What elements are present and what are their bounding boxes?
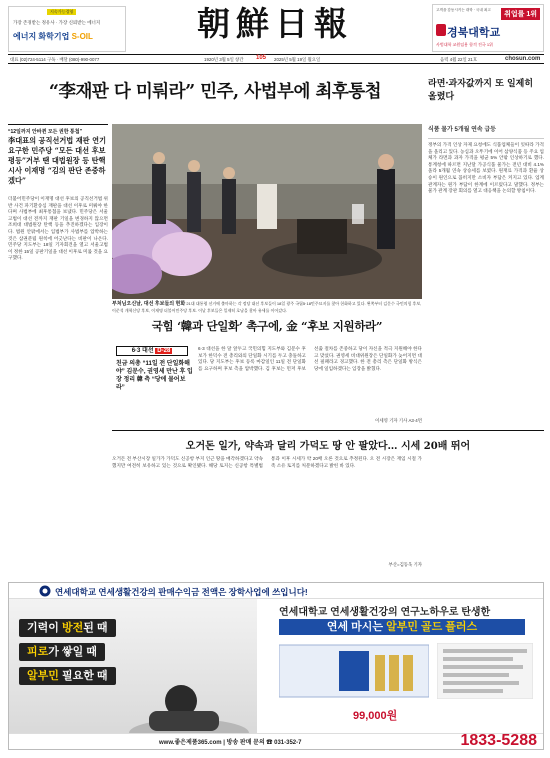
ad-chip-2: 피로가 쌓일 때 <box>19 643 105 661</box>
main-photo[interactable] <box>112 124 422 299</box>
second-subheadline: 친금 의총 “11일 전 단일화해야” 김문수, 권영세 만난 후 입장 정리 韓 측 “당에 물어보라” <box>116 361 193 391</box>
ad-band-text: 연세대학교 연세생활건강의 판매수익금 전액은 장학사업에 쓰입니다! <box>55 587 308 597</box>
tired-person-illustration <box>129 669 249 735</box>
contact-info: 대표 (02)724-5114 구독 · 배달 (080)-990-0077 <box>10 57 100 62</box>
ad-product-banner: 연세 마시는 알부민 골드 플러스 <box>279 619 525 635</box>
albumin-advertisement[interactable] <box>8 582 544 750</box>
ad-right-panel <box>261 599 543 735</box>
university-emblem-icon <box>436 24 446 36</box>
ad-brand: 에너지 화학기업 S-OIL <box>13 32 93 41</box>
publication-date: 2025년 5월 19일 월요일 <box>274 57 321 62</box>
photo-caption-title: 부처님오신날, 대선 후보들의 현화 <box>112 301 186 307</box>
ad-phone-number[interactable]: 1833-5288 <box>460 732 537 749</box>
ad-right-title: 연세대학교 연세생활건강의 연구노하우로 탄생한 <box>279 607 491 618</box>
second-article-body: 6·3 대선을 한 달 앞두고 국민의힘 지도부와 김문수 후보가 한덕수 전 총리와의 단일화 시기를 두고 충돌하고 있다. 당 지도부는 후보 등록 마감일인 11일 전 단일화를 요구하며 후보 측을 압박했다. 김 후보는 먼저 후보 선출 절차를 존중하고 당이 자신을 적극 지원해야 한다고 맞섰다. 권영세 비대위원장은 단일화가 늦어지면 대선 필패라고 경고했다. 한 전 총리 측은 단일화 방식은 당에 일임하겠다는 입장을 밝혔다. <box>198 346 422 371</box>
photo-caption <box>112 301 422 313</box>
memorial-photo-illustration <box>112 124 422 299</box>
third-headline[interactable]: 오거돈 일가, 약속과 달리 가덕도 땅 안 팔았다… 시세 20배 뛰어 <box>112 430 544 452</box>
election-dday-badge: 6·3 대선 D-28 <box>116 346 188 356</box>
ad-footer <box>9 733 544 749</box>
university-ad[interactable] <box>432 4 544 52</box>
side-divider <box>428 138 544 139</box>
ad-left-panel <box>9 599 257 735</box>
side-headline[interactable]: 라면·과자값까지 또 일제히 올렸다 <box>428 79 534 102</box>
side-subheadline: 식품 물가 5개월 연속 급등 <box>428 127 496 133</box>
info-bar <box>8 54 544 64</box>
lead-article-body: 더불어민주당이 이재명 대선 후보의 공직선거법 위반 사건 파기환송심 재판을 대선 이후로 미뤄야 한다며 사법부에 최후통첩을 보냈다. 민주당은 서울고법이 대선 전까지 재판 기일을 변경하지 않으면 조희대 대법원장 탄핵 등을 추진하겠다는 입장이다. 법원 안팎에서는 입법부가 사법부를 압박하는 것은 삼권분립 원칙에 어긋난다는 비판이 나온다. 민주당 지도부는 18일 기자회견을 열고 서울고법이 정한 15일 공판기일을 대선 이후로 미룰 것을 요구했다. <box>8 196 108 261</box>
lunar-date: 음력 4월 22일 21호 <box>440 57 478 62</box>
newspaper-logo[interactable]: 朝鮮日報 <box>197 4 353 43</box>
second-headline[interactable]: 국힘 ‘韓과 단일화’ 촉구에, 金 “후보 지원하라” <box>151 319 383 333</box>
product-features-list <box>437 643 533 699</box>
side-article-body: 정부의 가격 인상 자제 요청에도 식품업체들이 잇따라 가격을 올리고 있다. 농심과 오뚜기에 이어 삼양식품 등 주요 업체가 라면과 과자 가격을 평균 5% 안팎 인상하기로 했다. 통계청에 따르면 지난달 가공식품 물가는 전년 대비 4.1% 올라 5개월 연속 상승세를 보였다. 원재료 가격과 환율 상승이 원인으로 꼽히지만 소비자 부담은 커지고 있다. 업계 관계자는 원가 부담이 한계에 이르렀다고 말했다. 정부는 물가 관계 장관 회의를 열고 대응책을 논의할 방침이다. <box>428 142 544 194</box>
ad-tag: 지속가능경영 <box>47 9 76 15</box>
ad-sub: 사범대학 교원임용 합격 전국 1위 <box>436 42 493 47</box>
third-byline: 부산=김동욱 기자 <box>388 562 422 567</box>
photo-caption-text: 21대 대통령 선거에 출마하는 각 정당 대선 후보들이 18일 광주 국립5·18민주묘지를 찾아 헌화하고 있다. 왼쪽부터 김문수 국민의힘 후보, 이준석 개혁신당 후보, 이재명 더불어민주당 후보. 이날 후보들은 일제히 호남을 찾아 유세를 이어갔다. <box>112 301 422 313</box>
lead-subheadline: 李대표의 공직선거법 재판 연기 요구한 민주당 “모든 대선 후보 평등”거부 땐 대법원장 등 탄핵 시사 이재명 “김의 판단 존중하겠다” <box>8 136 107 185</box>
lead-label: “12일까지 안바뀐 모든 권한 통첩” <box>8 124 108 135</box>
ad-top-line: 고객을 감동시키는 대학 · 국내 최고 <box>436 8 491 12</box>
ad-chip-1: 기력이 방전된 때 <box>19 619 116 637</box>
second-byline: 이세영 기자 기사 A3·4면 <box>375 418 422 423</box>
site-url[interactable]: chosun.com <box>505 56 541 62</box>
issue-number: 105 <box>256 55 267 61</box>
product-box-illustration <box>279 641 429 701</box>
ad-chip-3: 알부민 필요한 때 <box>19 667 116 685</box>
ad-university: 경북대학교 <box>447 27 501 39</box>
yonsei-emblem-icon <box>39 585 51 597</box>
ad-rank-badge: 취업률 1위 <box>501 8 540 20</box>
soil-ad[interactable] <box>8 6 126 52</box>
third-article-body: 오거돈 전 부산시장 일가가 가덕도 신공항 부지 인근 땅을 매각하겠다고 약속했지만 여전히 보유하고 있는 것으로 확인됐다. 해당 토지는 신공항 특별법 통과 이후 시세가 약 20배 오른 것으로 추정된다. 오 전 시장은 재임 시절 가족 소유 토지를 처분하겠다고 밝힌 바 있다. <box>112 456 422 468</box>
ad-line: 가장 존경받는 정유사 · 가장 신뢰받는 에너지 <box>13 20 101 25</box>
ad-footer-url[interactable]: www.좋은제품365.com | 방송 판매 문의 ☎ 031-352-7 <box>159 740 302 746</box>
founding-date: 1920년 3월 5일 창간 <box>204 57 244 62</box>
ad-price: 99,000원 <box>353 710 398 722</box>
masthead <box>0 0 550 62</box>
main-headline[interactable]: “李재판 다 미뤄라” 민주, 사법부에 최후통첩 <box>48 82 382 102</box>
ad-band <box>9 583 544 599</box>
